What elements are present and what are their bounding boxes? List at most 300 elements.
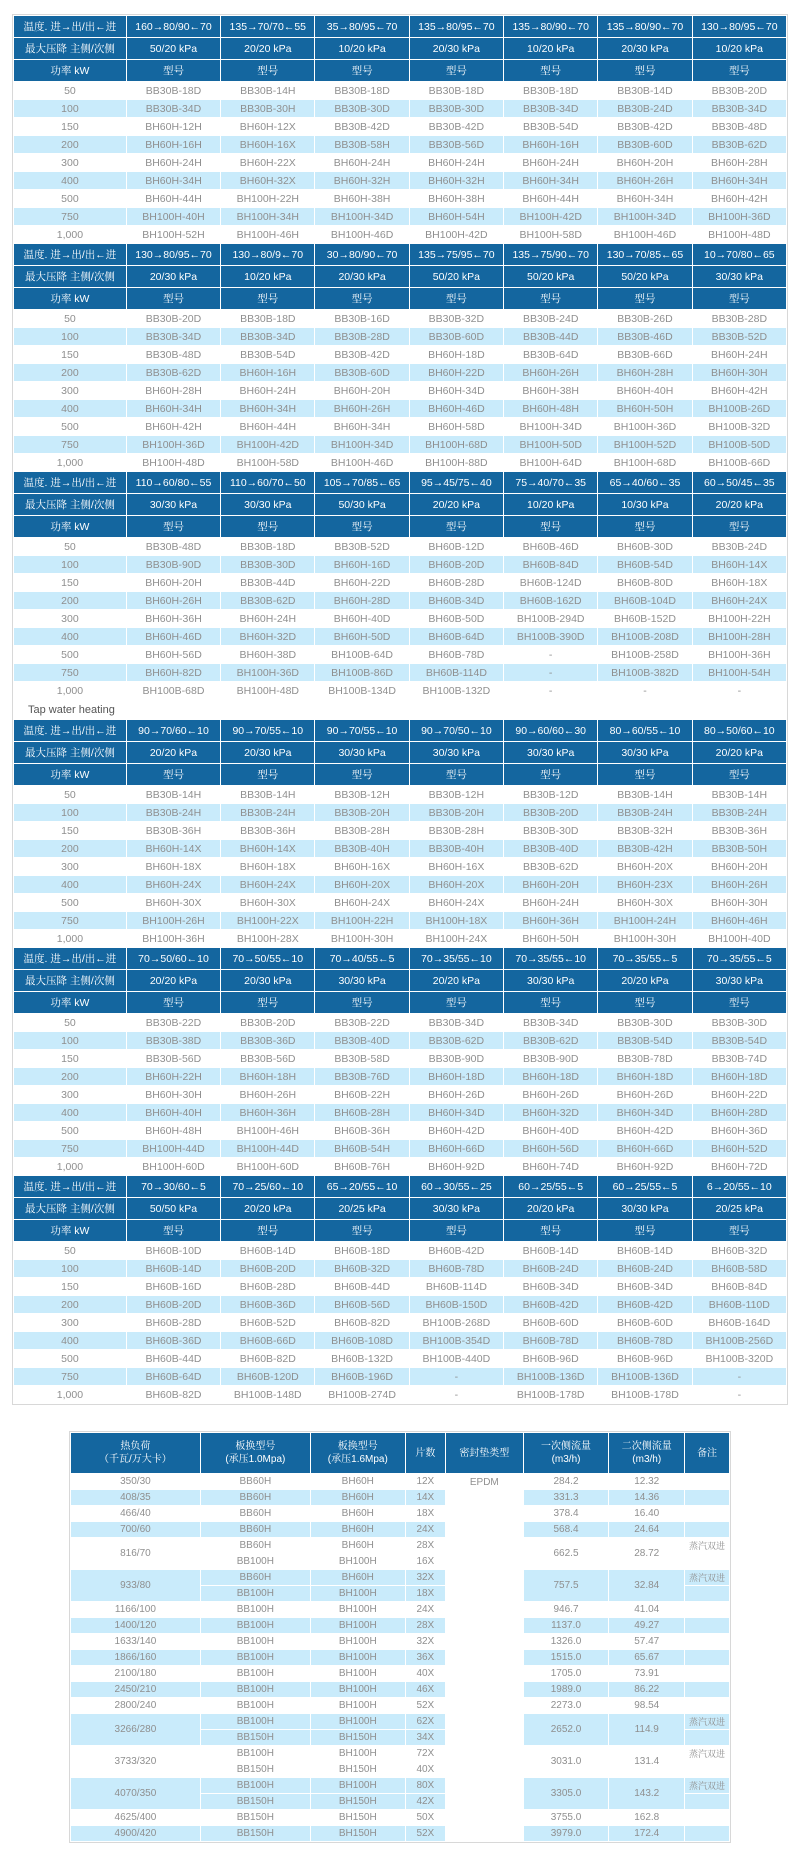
primary-flow-cell: 3979.0 — [523, 1826, 609, 1842]
secondary-flow-cell: 114.9 — [609, 1714, 685, 1746]
model-cell: BH60B-16D — [126, 1278, 220, 1296]
model-column-label: 型号 — [221, 992, 315, 1014]
model-cell: BB30B-24H — [598, 804, 692, 822]
power-cell: 1,000 — [14, 1158, 127, 1176]
table-row — [14, 1104, 787, 1122]
model-1-0mpa-cell: BB150H — [200, 1826, 310, 1842]
temp-condition-cell: 90→70/55←10 — [221, 720, 315, 742]
model-cell: BH100H-52D — [598, 436, 692, 454]
model-cell: BH60B-78D — [409, 1260, 503, 1278]
model-1-0mpa-cell: BB100H — [200, 1746, 310, 1762]
empty-cell — [598, 700, 692, 720]
spec-row — [71, 1618, 730, 1634]
model-cell: BH100B-136D — [598, 1368, 692, 1386]
table-row — [14, 840, 787, 858]
primary-flow-cell: 378.4 — [523, 1506, 609, 1522]
temp-condition-cell: 80→60/55←10 — [598, 720, 692, 742]
remark-cell — [685, 1666, 730, 1682]
secondary-flow-cell: 73.91 — [609, 1666, 685, 1682]
model-1-6mpa-cell: BH100H — [310, 1602, 405, 1618]
spec-row — [71, 1666, 730, 1682]
model-cell: BH100H-68D — [598, 454, 692, 472]
pressure-value-cell: 50/30 kPa — [315, 494, 409, 516]
model-cell: BH60H-24H — [504, 154, 598, 172]
table-row — [14, 82, 787, 100]
model-cell: BH60B-84D — [692, 1278, 786, 1296]
model-1-6mpa-cell: BH100H — [310, 1650, 405, 1666]
model-column-label: 型号 — [692, 764, 786, 786]
remark-cell: 蒸汽双进 — [685, 1778, 730, 1794]
pressure-value-cell: 30/30 kPa — [598, 742, 692, 764]
model-cell: BH60H-20X — [409, 876, 503, 894]
table-row — [14, 1368, 787, 1386]
model-cell: BH60B-44D — [126, 1350, 220, 1368]
remark-cell: 蒸汽双进 — [685, 1570, 730, 1586]
model-column-label: 型号 — [221, 1220, 315, 1242]
table-row — [14, 858, 787, 876]
temp-condition-cell: 135→80/90←70 — [598, 16, 692, 38]
model-cell: BH60B-32D — [315, 1260, 409, 1278]
table-row — [14, 1296, 787, 1314]
table-row — [14, 1242, 787, 1260]
heat-load-cell: 2100/180 — [71, 1666, 201, 1682]
plate-count-cell: 52X — [405, 1826, 445, 1842]
model-cell: BH100H-42D — [409, 226, 503, 244]
model-column-label: 型号 — [692, 60, 786, 82]
model-cell: BH60B-196D — [315, 1368, 409, 1386]
model-cell: BH60H-23X — [598, 876, 692, 894]
temp-header-row — [14, 1176, 787, 1198]
table-row — [14, 628, 787, 646]
model-header-row — [14, 1220, 787, 1242]
plate-count-cell: 40X — [405, 1666, 445, 1682]
model-cell: BB30B-34D — [221, 328, 315, 346]
model-1-0mpa-cell: BB100H — [200, 1650, 310, 1666]
table-row — [14, 1122, 787, 1140]
power-cell: 100 — [14, 328, 127, 346]
model-cell: BB30B-62D — [504, 858, 598, 876]
power-column-label: 功率 kW — [14, 764, 127, 786]
model-cell: BH60B-22H — [315, 1086, 409, 1104]
primary-flow-cell: 3755.0 — [523, 1810, 609, 1826]
model-cell: BB30B-50H — [692, 840, 786, 858]
model-cell: BB30B-54D — [598, 1032, 692, 1050]
model-cell: BH60B-164D — [692, 1314, 786, 1332]
heat-load-cell: 4900/420 — [71, 1826, 201, 1842]
power-cell: 1,000 — [14, 226, 127, 244]
model-cell: BH60B-44D — [315, 1278, 409, 1296]
power-cell: 100 — [14, 556, 127, 574]
model-cell: BH60H-34H — [126, 172, 220, 190]
pressure-row-label: 最大压降 主侧/次侧 — [14, 38, 127, 60]
model-cell: BB30B-14D — [598, 82, 692, 100]
model-cell: BH60B-54H — [315, 1140, 409, 1158]
model-cell: BH60H-52D — [692, 1140, 786, 1158]
model-cell: BB30B-24H — [692, 804, 786, 822]
model-cell: BH60H-18D — [692, 1068, 786, 1086]
model-cell: BH60B-12D — [409, 538, 503, 556]
temp-condition-cell: 70→50/60←10 — [126, 948, 220, 970]
model-1-0mpa-cell: BB100H — [200, 1778, 310, 1794]
model-cell: BB30B-24D — [598, 100, 692, 118]
table-row — [14, 454, 787, 472]
temp-condition-cell: 65→20/55←10 — [315, 1176, 409, 1198]
table-row — [14, 894, 787, 912]
models-table — [13, 15, 787, 1404]
temp-condition-cell: 10→70/80←65 — [692, 244, 786, 266]
model-column-label: 型号 — [504, 516, 598, 538]
model-cell: BB30B-28D — [315, 328, 409, 346]
pressure-row-label: 最大压降 主侧/次侧 — [14, 742, 127, 764]
model-cell: BH100H-58D — [221, 454, 315, 472]
plate-count-cell: 18X — [405, 1506, 445, 1522]
model-cell: BH100B-354D — [409, 1332, 503, 1350]
primary-flow-cell: 662.5 — [523, 1538, 609, 1570]
model-cell: BB30B-48D — [126, 346, 220, 364]
model-cell: BH60B-162D — [504, 592, 598, 610]
model-cell: BB30B-46D — [598, 328, 692, 346]
model-1-6mpa-cell: BH60H — [310, 1490, 405, 1506]
spec-row — [71, 1698, 730, 1714]
table-row — [14, 208, 787, 226]
pressure-value-cell: 20/20 kPa — [126, 742, 220, 764]
model-cell: BB30B-66D — [598, 346, 692, 364]
model-cell: BH60B-76H — [315, 1158, 409, 1176]
power-cell: 200 — [14, 364, 127, 382]
pressure-value-cell: 10/20 kPa — [315, 38, 409, 60]
model-1-0mpa-cell: BB60H — [200, 1490, 310, 1506]
model-column-label: 型号 — [598, 288, 692, 310]
spec-row — [71, 1826, 730, 1842]
temp-row-label: 温度. 进→出/出←进 — [14, 244, 127, 266]
power-column-label: 功率 kW — [14, 1220, 127, 1242]
model-cell: BH60H-12H — [126, 118, 220, 136]
model-column-label: 型号 — [126, 764, 220, 786]
spec-row — [71, 1602, 730, 1618]
model-cell: BB30B-52D — [315, 538, 409, 556]
model-column-label: 型号 — [504, 288, 598, 310]
pressure-value-cell: 30/30 kPa — [409, 1198, 503, 1220]
spec-row — [71, 1634, 730, 1650]
model-cell: BH60H-24X — [692, 592, 786, 610]
temp-condition-cell: 135→70/70←55 — [221, 16, 315, 38]
model-1-6mpa-cell: BH150H — [310, 1762, 405, 1778]
model-cell: BH100H-46D — [315, 454, 409, 472]
pressure-value-cell: 20/25 kPa — [692, 1198, 786, 1220]
model-cell: BH60B-34D — [504, 1278, 598, 1296]
model-cell: BH60H-18X — [692, 574, 786, 592]
model-cell: BH60H-18D — [504, 1068, 598, 1086]
model-cell: BB30B-30D — [409, 100, 503, 118]
pressure-header-row — [14, 266, 787, 288]
empty-cell — [126, 700, 220, 720]
model-header-row — [14, 764, 787, 786]
remark-cell — [685, 1810, 730, 1826]
temp-condition-cell: 70→35/55←10 — [409, 948, 503, 970]
model-cell: BB30B-36H — [221, 822, 315, 840]
pressure-row-label: 最大压降 主侧/次侧 — [14, 494, 127, 516]
model-cell: BH100H-50D — [504, 436, 598, 454]
model-1-0mpa-cell: BB150H — [200, 1810, 310, 1826]
table-row — [14, 1158, 787, 1176]
model-cell: BH100B-64D — [315, 646, 409, 664]
spec-row — [71, 1810, 730, 1826]
model-1-6mpa-cell: BH60H — [310, 1522, 405, 1538]
power-cell: 400 — [14, 400, 127, 418]
power-cell: 500 — [14, 1350, 127, 1368]
table-row — [14, 154, 787, 172]
model-column-label: 型号 — [504, 60, 598, 82]
model-cell: BB30B-24D — [504, 310, 598, 328]
model-cell: BH60B-96D — [598, 1350, 692, 1368]
model-1-6mpa-cell: BH100H — [310, 1682, 405, 1698]
model-cell: BB30B-56D — [126, 1050, 220, 1068]
model-cell: BH60H-44H — [221, 418, 315, 436]
model-cell: BH60B-52D — [221, 1314, 315, 1332]
model-cell: BB30B-18D — [315, 82, 409, 100]
model-cell: BH60H-34D — [409, 1104, 503, 1122]
pressure-value-cell: 50/20 kPa — [126, 38, 220, 60]
model-cell: BH60B-36H — [315, 1122, 409, 1140]
pressure-header-row — [14, 742, 787, 764]
heat-load-cell: 2800/240 — [71, 1698, 201, 1714]
model-cell: BH60B-78D — [598, 1332, 692, 1350]
model-cell: BH60H-34H — [692, 172, 786, 190]
power-cell: 1,000 — [14, 454, 127, 472]
model-cell: BB30B-42D — [409, 118, 503, 136]
model-cell: BH60H-50H — [598, 400, 692, 418]
model-cell: BH60B-66D — [221, 1332, 315, 1350]
model-cell: BH100H-40D — [692, 930, 786, 948]
heat-load-cell: 1166/100 — [71, 1602, 201, 1618]
model-1-0mpa-cell: BB100H — [200, 1698, 310, 1714]
table-row — [14, 382, 787, 400]
model-cell: BH60B-84D — [504, 556, 598, 574]
model-cell: BB30B-20H — [409, 804, 503, 822]
model-column-label: 型号 — [598, 516, 692, 538]
model-cell: BB30B-54D — [692, 1032, 786, 1050]
model-cell: BB30B-30D — [598, 1014, 692, 1032]
model-1-0mpa-cell: BB150H — [200, 1794, 310, 1810]
model-cell: BH100H-88D — [409, 454, 503, 472]
model-cell: BH60B-18D — [315, 1242, 409, 1260]
model-column-label: 型号 — [221, 60, 315, 82]
temp-condition-cell: 70→40/55←5 — [315, 948, 409, 970]
model-1-0mpa-cell: BB150H — [200, 1762, 310, 1778]
temp-condition-cell: 60→25/55←5 — [504, 1176, 598, 1198]
plate-count-cell: 28X — [405, 1538, 445, 1554]
model-cell: BH60H-22X — [221, 154, 315, 172]
remark-cell — [685, 1618, 730, 1634]
model-cell: BH100H-24X — [409, 930, 503, 948]
model-cell: BB30B-42H — [598, 840, 692, 858]
model-cell: BH60B-20D — [409, 556, 503, 574]
model-cell: BH60H-32D — [504, 1104, 598, 1122]
table-row — [14, 556, 787, 574]
power-cell: 400 — [14, 1332, 127, 1350]
pressure-value-cell: 20/30 kPa — [221, 970, 315, 992]
temp-condition-cell: 105→70/85←65 — [315, 472, 409, 494]
model-cell: BH60H-72D — [692, 1158, 786, 1176]
model-cell: BH60H-44H — [126, 190, 220, 208]
model-cell: BB30B-12H — [409, 786, 503, 804]
model-column-label: 型号 — [504, 764, 598, 786]
plate-count-cell: 72X — [405, 1746, 445, 1762]
model-1-6mpa-cell: BH100H — [310, 1698, 405, 1714]
model-cell: BH60H-32H — [315, 172, 409, 190]
model-cell: BH60B-14D — [221, 1242, 315, 1260]
power-cell: 300 — [14, 382, 127, 400]
model-cell: BH60H-46D — [409, 400, 503, 418]
plate-count-cell: 12X — [405, 1474, 445, 1490]
model-cell: BH60H-20H — [692, 858, 786, 876]
model-1-0mpa-cell: BB100H — [200, 1634, 310, 1650]
model-cell: BH100H-22H — [315, 912, 409, 930]
power-cell: 200 — [14, 592, 127, 610]
table-row — [14, 310, 787, 328]
model-cell: BH60H-32H — [409, 172, 503, 190]
temp-header-row — [14, 472, 787, 494]
pressure-value-cell: 10/20 kPa — [504, 494, 598, 516]
model-cell: - — [598, 682, 692, 700]
model-cell: BH100H-34D — [315, 208, 409, 226]
model-cell: BH60H-24H — [692, 346, 786, 364]
model-cell: BH100H-46D — [598, 226, 692, 244]
model-cell: BH60H-28D — [692, 1104, 786, 1122]
pressure-value-cell: 50/20 kPa — [598, 266, 692, 288]
pressure-value-cell: 30/30 kPa — [598, 1198, 692, 1220]
model-cell: BH60B-14D — [504, 1242, 598, 1260]
table-row — [14, 912, 787, 930]
model-cell: BH100B-178D — [504, 1386, 598, 1404]
power-cell: 200 — [14, 1068, 127, 1086]
empty-cell — [692, 700, 786, 720]
model-1-6mpa-cell: BH150H — [310, 1794, 405, 1810]
model-cell: BH100B-68D — [126, 682, 220, 700]
model-cell: BH60B-78D — [409, 646, 503, 664]
power-cell: 500 — [14, 190, 127, 208]
table-row — [14, 328, 787, 346]
model-cell: - — [504, 664, 598, 682]
model-cell: BH60B-152D — [598, 610, 692, 628]
model-cell: BH100H-52H — [126, 226, 220, 244]
model-cell: BH60B-42D — [598, 1296, 692, 1314]
model-cell: BH100H-46D — [315, 226, 409, 244]
model-cell: BH60H-22H — [126, 1068, 220, 1086]
spec-row — [71, 1474, 730, 1490]
model-cell: BH60B-28D — [221, 1278, 315, 1296]
secondary-flow-cell: 41.04 — [609, 1602, 685, 1618]
model-1-0mpa-cell: BB60H — [200, 1474, 310, 1490]
model-1-6mpa-cell: BH60H — [310, 1474, 405, 1490]
model-cell: BH100B-274D — [315, 1386, 409, 1404]
model-cell: BH60B-60D — [504, 1314, 598, 1332]
power-cell: 150 — [14, 574, 127, 592]
primary-flow-cell: 1326.0 — [523, 1634, 609, 1650]
model-column-label: 型号 — [598, 764, 692, 786]
power-column-label: 功率 kW — [14, 288, 127, 310]
power-cell: 100 — [14, 1032, 127, 1050]
model-cell: BH100H-28H — [692, 628, 786, 646]
power-cell: 400 — [14, 876, 127, 894]
pressure-value-cell: 10/30 kPa — [598, 494, 692, 516]
model-cell: BH60B-50D — [409, 610, 503, 628]
table-row — [14, 118, 787, 136]
model-cell: BH60H-24X — [221, 876, 315, 894]
primary-flow-cell: 946.7 — [523, 1602, 609, 1618]
model-cell: BH60H-26H — [504, 364, 598, 382]
pressure-value-cell: 20/20 kPa — [692, 494, 786, 516]
temp-condition-cell: 70→35/55←5 — [598, 948, 692, 970]
power-cell: 500 — [14, 894, 127, 912]
model-cell: BB30B-30H — [221, 100, 315, 118]
power-cell: 150 — [14, 118, 127, 136]
model-cell: BB30B-36H — [126, 822, 220, 840]
model-cell: - — [692, 1386, 786, 1404]
model-cell: BH60H-46D — [126, 628, 220, 646]
model-cell: BH60H-20H — [315, 382, 409, 400]
model-cell: BH60H-92D — [409, 1158, 503, 1176]
model-cell: BB30B-54D — [504, 118, 598, 136]
model-cell: BB30B-12H — [315, 786, 409, 804]
power-cell: 1,000 — [14, 930, 127, 948]
table-row — [14, 646, 787, 664]
model-header-row — [14, 60, 787, 82]
model-cell: BH60H-46H — [692, 912, 786, 930]
model-column-label: 型号 — [409, 1220, 503, 1242]
primary-flow-cell: 1989.0 — [523, 1682, 609, 1698]
model-cell: BH60H-20H — [126, 574, 220, 592]
pressure-value-cell: 30/30 kPa — [692, 266, 786, 288]
model-cell: BH60B-114D — [409, 664, 503, 682]
model-cell: BH60H-26D — [598, 1086, 692, 1104]
model-column-label: 型号 — [692, 516, 786, 538]
table-row — [14, 1140, 787, 1158]
model-selection-tables — [12, 14, 788, 1405]
model-cell: BH100H-24H — [598, 912, 692, 930]
model-cell: BB30B-74D — [692, 1050, 786, 1068]
model-column-label: 型号 — [692, 1220, 786, 1242]
model-column-label: 型号 — [315, 1220, 409, 1242]
model-cell: BB30B-18D — [221, 538, 315, 556]
model-cell: BH60B-28D — [126, 1314, 220, 1332]
table-row — [14, 100, 787, 118]
model-cell: BB30B-58D — [315, 1050, 409, 1068]
model-cell: BH100H-64D — [504, 454, 598, 472]
power-cell: 750 — [14, 1368, 127, 1386]
pressure-value-cell: 20/20 kPa — [409, 494, 503, 516]
temp-condition-cell: 70→50/55←10 — [221, 948, 315, 970]
model-cell: BB30B-36D — [221, 1032, 315, 1050]
model-column-label: 型号 — [315, 992, 409, 1014]
primary-flow-cell: 2273.0 — [523, 1698, 609, 1714]
remark-cell: 蒸汽双进 — [685, 1714, 730, 1730]
primary-flow-cell: 284.2 — [523, 1474, 609, 1490]
model-cell: BH60B-82D — [315, 1314, 409, 1332]
model-cell: BH60B-36D — [126, 1332, 220, 1350]
model-cell: BH60B-10D — [126, 1242, 220, 1260]
model-cell: BH60H-16H — [221, 364, 315, 382]
model-cell: BH60B-42D — [409, 1242, 503, 1260]
remark-cell — [685, 1682, 730, 1698]
remark-cell — [685, 1506, 730, 1522]
model-cell: BB30B-14H — [598, 786, 692, 804]
model-cell: BH100H-36D — [221, 664, 315, 682]
model-cell: BH60H-42D — [598, 1122, 692, 1140]
model-cell: BH100B-258D — [598, 646, 692, 664]
model-cell: BH100H-28X — [221, 930, 315, 948]
temp-condition-cell: 70→35/55←5 — [692, 948, 786, 970]
